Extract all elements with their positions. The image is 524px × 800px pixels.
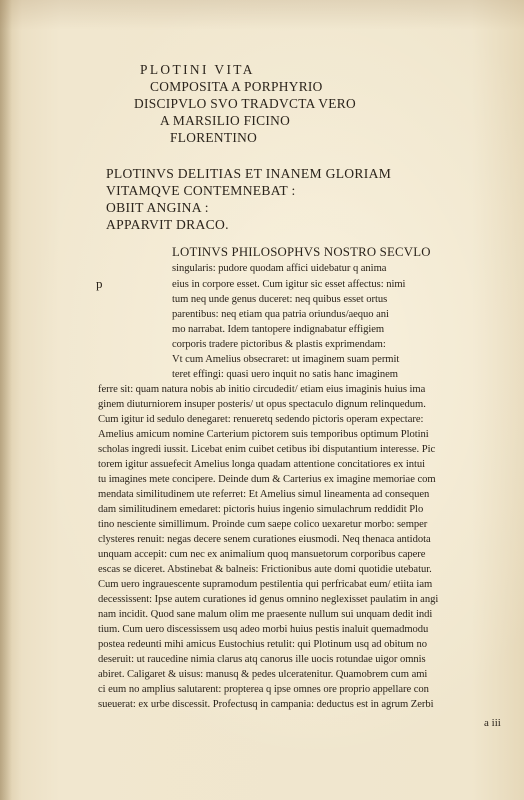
- body-line: mendata similitudinem ute referret: Et Amelius simul lineamenta ad consequen: [98, 489, 430, 500]
- body-line: decessissent: Ipse autem curationes id genus omnino neglexisset paulatim in angi: [98, 594, 439, 605]
- body-line: corporis tradere pictoribus & plastis exprimendam:: [172, 339, 386, 350]
- page-stain: [0, 0, 524, 30]
- body-line: tium. Cum uero discessissem usq adeo morbi huius pestis inaluit quemadmodu: [98, 624, 429, 635]
- signature-mark: a iii: [484, 717, 501, 729]
- body-line: tino nesciente simillimum. Proinde cum saepe colico uexaretur morbo: semper: [98, 519, 428, 530]
- body-line: ci eum no amplius salutarent: propterea q ipse omnes ore proprio appellare con: [98, 684, 429, 695]
- title-line: FLORENTINO: [170, 130, 258, 145]
- title-line: DISCIPVLO SVO TRADVCTA VERO: [134, 96, 356, 111]
- body-line: Cum igitur id sedulo denegaret: renueretq sedendo pictoris operam expectare:: [98, 414, 424, 425]
- body-line: postea redeunti mihi amicus Eustochius retulit: qui Plotinum usq ad obitum no: [98, 639, 427, 650]
- body-line: Vt cum Amelius obsecraret: ut imaginem suam permit: [172, 354, 400, 365]
- body-line: mo narrabat. Idem tantopere indignabatur effigiem: [172, 324, 385, 335]
- body-line: nam incidit. Quod sane malum olim me praesente nullum sui unquam dedit indi: [98, 609, 433, 620]
- body-line: Amelius amicum nomine Carterium pictorem suis temporibus optimum Plotini: [98, 429, 429, 440]
- body-line: LOTINVS PHILOSOPHVS NOSTRO SECVLO: [172, 245, 431, 259]
- subtitle-line: PLOTINVS DELITIAS ET INANEM GLORIAM: [106, 166, 392, 181]
- body-line: tu imagines mete concipere. Deinde dum & Carterius ex imagine memoriae com: [98, 474, 436, 485]
- body-line: teret effingi: quasi uero inquit no satis hanc imaginem: [172, 369, 398, 380]
- subtitle-line: VITAMQVE CONTEMNEBAT :: [106, 183, 296, 198]
- body-line: Cum uero ingrauescente supramodum pestilentia qui perfricabat eum/ etiita iam: [98, 579, 433, 590]
- body-line: deseruit: ut raucedine nimia clarus atq canorus ille uocis rotundae uigor omnis: [98, 654, 426, 665]
- body-line: escas se diceret. Abstinebat & balneis: Frictionibus aute domi quotidie utebatur.: [98, 564, 432, 575]
- title-line: PLOTINI VITA: [140, 62, 255, 77]
- body-line: torem igitur assuefecit Amelius longa quadam attentione concitatiores ex intui: [98, 459, 426, 470]
- guide-letter: p: [96, 276, 103, 291]
- body-line: ginem diuturniorem insuper posteris/ ut opus spectaculo dignum relinquedum.: [98, 399, 426, 410]
- body-line: unquam accepit: cum nec ex animalium quoq mansuetorum corporibus capere: [98, 549, 426, 560]
- body-line: eius in corpore esset. Cum igitur sic esset affectus: nimi: [172, 279, 406, 290]
- body-line: singularis: pudore quodam affici uidebatur q anima: [172, 263, 387, 274]
- body-line: parentibus: neq etiam qua patria oriundus/aequo ani: [172, 309, 389, 320]
- body-line: abiret. Caligaret & uisus: manusq & pedes ulceratenitur. Quamobrem cum ami: [98, 669, 428, 680]
- subtitle-line: OBIIT ANGINA :: [106, 200, 209, 215]
- title-line: COMPOSITA A PORPHYRIO: [150, 79, 323, 94]
- body-line: ferre sit: quam natura nobis ab initio circudedit/ etiam eius imaginis huius ima: [98, 384, 426, 395]
- body-line: sueuerat: ex urbe discessit. Profectusq in campania: deductus est in agrum Zerbi: [98, 699, 434, 710]
- body-line: scholas ingredi iussit. Licebat enim cuibet cetibus ibi disputantium interesse. Pic: [98, 444, 436, 455]
- title-line: A MARSILIO FICINO: [160, 113, 291, 128]
- body-line: tum neq unde genus duceret: neq quibus esset ortus: [172, 294, 388, 305]
- body-line: clysteres renuit: negas decere senem curationes eiusmodi. Neq thenaca antidota: [98, 534, 431, 545]
- body-line: dam similitudinem emedaret: pictoris huius ingenio simulachrum reddidit Plo: [98, 504, 424, 515]
- subtitle-line: APPARVIT DRACO.: [106, 217, 229, 232]
